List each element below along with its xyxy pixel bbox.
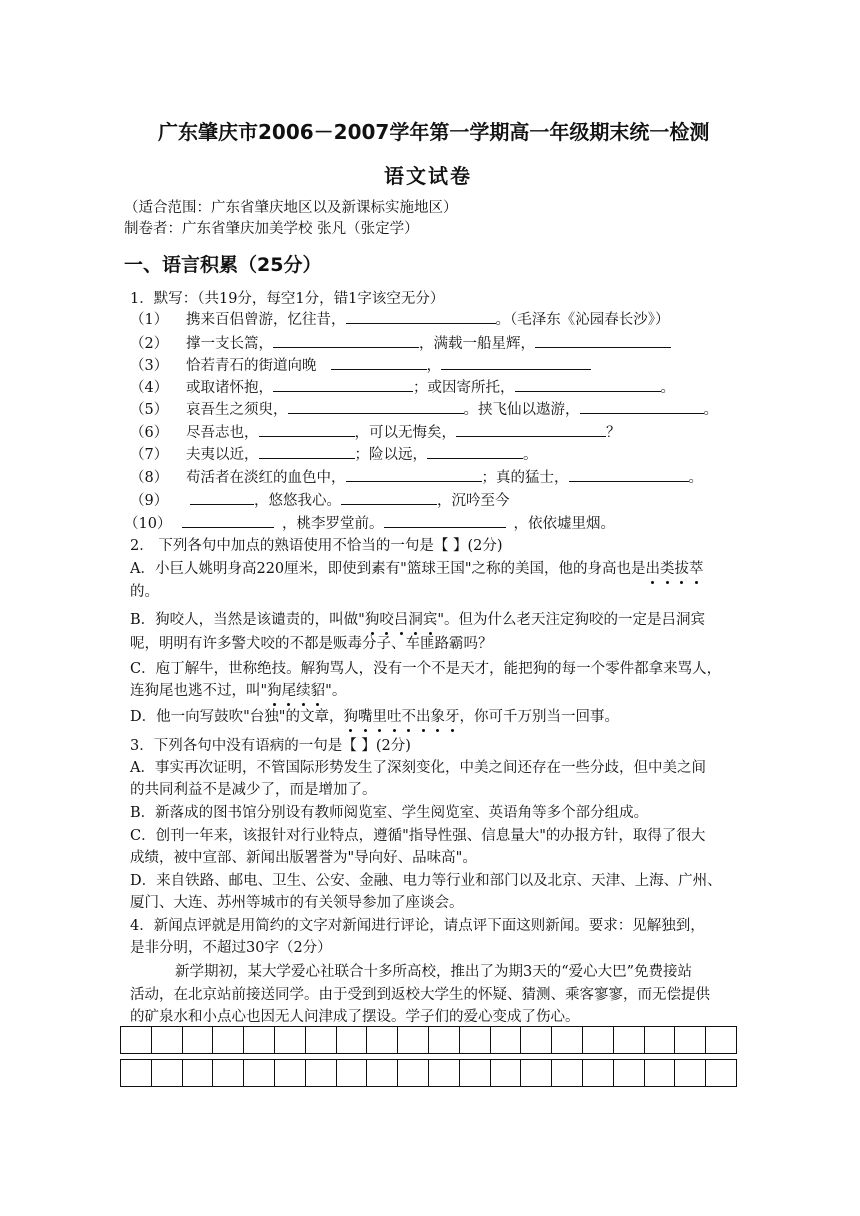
news-paragraph-line: 新学期初，某大学爱心社联合十多所高校，推出了为期3天的“爱心大巴”免费接站 <box>175 964 693 980</box>
answer-blank[interactable] <box>384 513 506 528</box>
answer-blank[interactable] <box>190 490 254 505</box>
grid-cell[interactable] <box>152 1060 183 1086</box>
item-number: （2） <box>130 336 169 352</box>
q1-item-2 <box>130 333 671 354</box>
grid-cell[interactable] <box>183 1027 214 1053</box>
emphasis-dot-char: 咬 <box>379 612 394 628</box>
answer-blank[interactable] <box>580 399 704 414</box>
item-text: 尽吾志也， <box>186 425 259 441</box>
item-text: 。 <box>688 470 703 486</box>
dotted-idiom <box>365 612 438 628</box>
grid-cell[interactable] <box>583 1027 614 1053</box>
grid-cell[interactable] <box>275 1060 306 1086</box>
item-text: ；险以远， <box>354 447 427 463</box>
q1-item-3 <box>130 355 591 376</box>
grid-cell[interactable] <box>367 1027 398 1053</box>
answer-blank[interactable] <box>427 444 523 459</box>
emphasis-dot-char: 宾 <box>422 612 438 628</box>
grid-cell[interactable] <box>552 1027 583 1053</box>
emphasis-dot-char: 不 <box>401 709 416 725</box>
emphasis-dot-char: 洞 <box>408 612 423 628</box>
answer-grid-row-1[interactable] <box>120 1026 737 1054</box>
dotted-idiom <box>343 709 459 725</box>
q3-stem: 3．下列各句中没有语病的一句是【 】(2分) <box>130 738 411 754</box>
emphasis-dot-char: 里 <box>372 709 387 725</box>
grid-cell[interactable] <box>306 1060 337 1086</box>
answer-blank[interactable] <box>515 377 661 392</box>
q1-item-5 <box>130 399 718 420</box>
grid-cell[interactable] <box>521 1027 552 1053</box>
grid-cell[interactable] <box>460 1027 491 1053</box>
emphasis-dot-char: 萃 <box>688 561 704 577</box>
answer-blank[interactable] <box>346 467 482 482</box>
grid-cell[interactable] <box>213 1027 244 1053</box>
grid-cell[interactable] <box>706 1027 736 1053</box>
answer-blank[interactable] <box>441 355 591 370</box>
item-number: （3） <box>130 358 169 374</box>
answer-blank[interactable] <box>456 422 606 437</box>
q1-item-4 <box>130 377 675 398</box>
grid-cell[interactable] <box>675 1027 706 1053</box>
item-number: （1） <box>130 312 169 328</box>
item-number: （4） <box>130 380 169 396</box>
item-text: 苟活者在淡红的血色中， <box>186 470 346 486</box>
option-text: ，你可千万别当一回事。 <box>459 709 619 725</box>
q2-option-a <box>130 559 703 579</box>
q1-item-1 <box>130 309 670 330</box>
q3-option-d-cont: 厦门、大连、苏州等城市的有关领导参加了座谈会。 <box>130 895 464 911</box>
item-text: 携来百侣曾游，忆往昔， <box>186 312 346 328</box>
grid-cell[interactable] <box>337 1060 368 1086</box>
q1-item-10 <box>124 513 615 534</box>
emphasis-dot-char: 貂 <box>310 683 326 699</box>
item-text: ，沉吟至今 <box>437 493 510 509</box>
item-number: （9） <box>130 493 169 509</box>
q3-option-a-cont: 的共同利益不是减少了，而是增加了。 <box>130 782 377 798</box>
answer-blank[interactable] <box>273 377 413 392</box>
grid-cell[interactable] <box>213 1060 244 1086</box>
grid-cell[interactable] <box>398 1060 429 1086</box>
exam-subtitle: 语文试卷 <box>384 164 472 188</box>
item-text: ，满载一船星辉， <box>419 336 535 352</box>
item-text: ， <box>426 358 441 374</box>
item-text: 。（毛泽东《沁园春长沙》） <box>495 312 670 328</box>
q3-option-c: C．创刊一年来，该报针对行业特点，遵循"指导性强、信息量大"的办报方针，取得了很大 <box>130 828 706 844</box>
section-heading: 一、语言积累（25分） <box>124 254 322 276</box>
grid-cell[interactable] <box>521 1060 552 1086</box>
q3-option-a: A．事实再次证明，不管国际形势发生了深刻变化，中美之间还存在一些分歧，但中美之间 <box>130 760 706 776</box>
exam-title: 广东肇庆市2006－2007学年第一学期高一年级期末统一检测 <box>158 120 710 144</box>
q3-option-b: B．新落成的图书馆分别设有教师阅览室、学生阅览室、英语角等多个部分组成。 <box>130 805 649 821</box>
author-note: 制卷者：广东省肇庆加美学校 张凡（张定学） <box>124 221 419 237</box>
emphasis-dot-char: 狗 <box>364 612 380 628</box>
item-number: （10） <box>124 516 172 532</box>
item-number: （8） <box>130 470 169 486</box>
item-text: ；或因寄所托， <box>413 380 515 396</box>
emphasis-dot-char: 牙 <box>444 709 460 725</box>
grid-cell[interactable] <box>583 1060 614 1086</box>
emphasis-dot-char: 出 <box>415 709 431 725</box>
item-text: 哀吾生之须臾， <box>186 402 288 418</box>
emphasis-dot-char: 类 <box>659 561 675 577</box>
answer-blank[interactable] <box>535 333 671 348</box>
answer-blank[interactable] <box>569 467 689 482</box>
item-text: 或取诸怀抱， <box>186 380 273 396</box>
q2-option-c-cont <box>130 681 346 701</box>
grid-cell[interactable] <box>614 1027 645 1053</box>
grid-cell[interactable] <box>275 1027 306 1053</box>
q2-option-c: C．庖丁解牛，世称绝技。解狗骂人，没有一个不是天才，能把狗的每一个零件都拿来骂人， <box>130 661 722 677</box>
item-text: 。 <box>660 380 675 396</box>
grid-cell[interactable] <box>491 1060 522 1086</box>
grid-cell[interactable] <box>306 1027 337 1053</box>
q1-item-6 <box>130 422 621 443</box>
grid-cell[interactable] <box>121 1027 152 1053</box>
dotted-idiom <box>267 683 325 699</box>
news-paragraph-line: 活动，在北京站前接送同学。由于受到到返校大学生的怀疑、猜测、乘客寥寥，而无偿提供 <box>130 987 710 1003</box>
grid-cell[interactable] <box>152 1027 183 1053</box>
emphasis-dot-char: 狗 <box>343 709 358 725</box>
dotted-idiom <box>645 561 703 577</box>
q3-option-c-cont: 成绩，被中宣部、新闻出版署誉为"导向好、品味高"。 <box>130 850 477 866</box>
item-text: 。挟飞仙以遨游， <box>463 402 580 418</box>
answer-blank[interactable] <box>331 355 427 370</box>
grid-cell[interactable] <box>429 1027 460 1053</box>
grid-cell[interactable] <box>183 1060 214 1086</box>
news-paragraph-line: 的矿泉水和小点心也因无人问津成了摆设。学子们的爱心变成了伤心。 <box>130 1009 580 1025</box>
answer-blank[interactable] <box>288 399 464 414</box>
item-text: ？ <box>606 425 621 441</box>
item-text: 。 <box>703 402 718 418</box>
emphasis-dot-char: 象 <box>430 709 445 725</box>
q2-option-b <box>130 610 705 630</box>
item-text: 恰若青石的街道向晚 <box>186 358 317 374</box>
item-text: ；真的猛士， <box>481 470 569 486</box>
grid-cell[interactable] <box>645 1027 676 1053</box>
emphasis-dot-char: 续 <box>296 683 311 699</box>
emphasis-dot-char: 出 <box>645 561 660 577</box>
answer-blank[interactable] <box>346 309 496 324</box>
grid-cell[interactable] <box>614 1060 645 1086</box>
grid-cell[interactable] <box>645 1060 676 1086</box>
answer-grid-row-2[interactable] <box>120 1059 737 1087</box>
item-text: ，悠悠我心。 <box>254 493 341 509</box>
q1-item-8 <box>130 467 703 488</box>
emphasis-dot-char: 吐 <box>386 709 402 725</box>
grid-cell[interactable] <box>675 1060 706 1086</box>
q1-stem: 1．默写：（共19分，每空1分，错1字该空无分） <box>130 291 445 307</box>
emphasis-dot-char: 尾 <box>281 683 297 699</box>
item-text: ，桃李罗堂前。 <box>282 516 384 532</box>
emphasis-dot-char: 吕 <box>393 612 409 628</box>
item-text: 撑一支长篙， <box>186 336 273 352</box>
emphasis-dot-char: 嘴 <box>357 709 373 725</box>
grid-cell[interactable] <box>367 1060 398 1086</box>
option-text: A．小巨人姚明身高220厘米，即使到素有"篮球王国"之称的美国，他的身高也是 <box>130 561 646 577</box>
item-text: ，依依墟里烟。 <box>513 516 615 532</box>
option-text: 连狗尾也逃不过，叫" <box>130 683 268 699</box>
grid-cell[interactable] <box>429 1060 460 1086</box>
scope-note: （适合范围：广东省肇庆地区以及新课标实施地区） <box>124 200 458 216</box>
q4-stem-cont: 是非分明，不超过30字（2分） <box>130 940 332 956</box>
option-text: D．他一向写鼓吹"台独"的文章， <box>130 709 344 725</box>
grid-cell[interactable] <box>337 1027 368 1053</box>
answer-blank[interactable] <box>182 513 274 528</box>
grid-cell[interactable] <box>491 1027 522 1053</box>
q4-stem: 4．新闻点评就是用简约的文字对新闻进行评论，请点评下面这则新闻。要求：见解独到， <box>130 918 705 934</box>
q2-option-a-cont: 的。 <box>130 584 159 600</box>
item-number: （6） <box>130 425 169 441</box>
answer-blank[interactable] <box>341 490 437 505</box>
item-number: （7） <box>130 447 169 463</box>
emphasis-dot-char: 狗 <box>267 683 282 699</box>
q2-stem: 2． 下列各句中加点的熟语使用不恰当的一句是【 】(2分) <box>130 538 503 554</box>
grid-cell[interactable] <box>244 1027 275 1053</box>
grid-cell[interactable] <box>398 1027 429 1053</box>
emphasis-dot-char: 拔 <box>674 561 689 577</box>
grid-cell[interactable] <box>706 1060 736 1086</box>
option-text: "。 <box>325 683 347 699</box>
q2-option-b-cont: 呢，明明有许多警犬咬的不都是贩毒分子、车匪路霸吗？ <box>130 636 493 652</box>
grid-cell[interactable] <box>552 1060 583 1086</box>
item-text: 夫夷以近， <box>186 447 259 463</box>
item-text: ，可以无悔矣， <box>354 425 456 441</box>
grid-cell[interactable] <box>460 1060 491 1086</box>
q2-option-d <box>130 707 619 727</box>
answer-blank[interactable] <box>259 422 355 437</box>
grid-cell[interactable] <box>244 1060 275 1086</box>
q3-option-d: D．来自铁路、邮电、卫生、公安、金融、电力等行业和部门以及北京、天津、上海、广州、 <box>130 873 722 889</box>
q1-item-9 <box>130 490 510 511</box>
option-text: B．狗咬人，当然是该谴责的，叫做" <box>130 612 365 628</box>
answer-blank[interactable] <box>273 333 419 348</box>
option-text: "。但为什么老天注定狗咬的一定是吕洞宾 <box>437 612 705 628</box>
item-number: （5） <box>130 402 169 418</box>
grid-cell[interactable] <box>121 1060 152 1086</box>
q1-item-7 <box>130 444 538 465</box>
answer-blank[interactable] <box>259 444 355 459</box>
item-text: 。 <box>523 447 538 463</box>
